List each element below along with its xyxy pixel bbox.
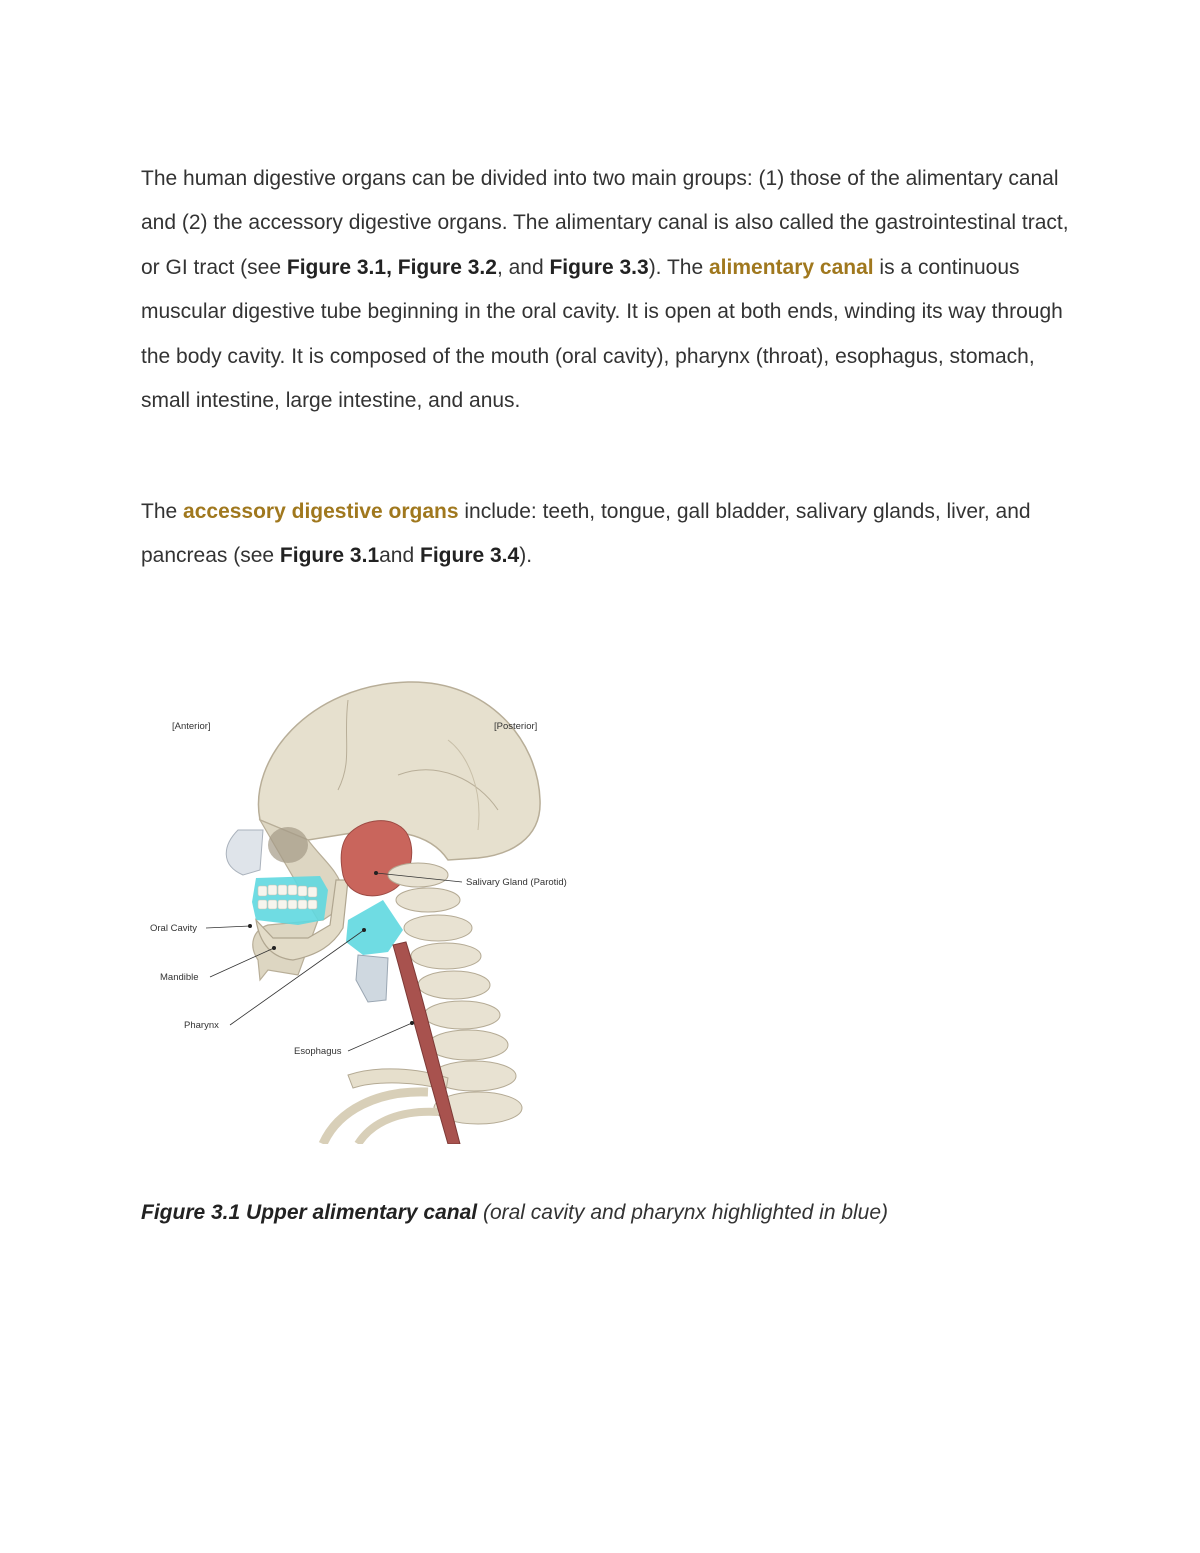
label-esophagus: Esophagus <box>294 1046 342 1057</box>
larynx <box>356 955 388 1002</box>
eye-socket <box>268 827 308 863</box>
paragraph-text: and <box>379 544 420 568</box>
caption-title: Figure 3.1 Upper alimentary canal <box>141 1201 478 1224</box>
label-posterior: [Posterior] <box>494 721 538 732</box>
paragraph-text: is a continuous muscular digestive tube beginning in the oral cavity. It is open at both ends, winding its way through the body cavity. It is composed of the mouth (oral cavity), pharynx (throat), esophagus, stomach, small intestine, large intestine, and anus. <box>141 255 1063 413</box>
skull-neck-illustration <box>148 680 588 1144</box>
figure-reference: Figure 3.4 <box>420 544 520 568</box>
paragraph-text: include: teeth, tongue, gall bladder, salivary glands, liver, and pancreas (see <box>141 500 1031 568</box>
caption-text: (oral cavity and pharynx highlighted in blue) <box>477 1201 889 1224</box>
figure-reference: Figure 3.3 <box>549 255 649 279</box>
paragraph-accessory-organs <box>141 490 1071 579</box>
paragraph-text: The human digestive organs can be divided into two main groups: (1) those of the alimentary canal and (2) the accessory digestive organs. The alimentary canal is also called the gastrointestinal tract, or GI tract (see <box>141 167 1069 279</box>
rib <box>358 1112 438 1144</box>
nasal-cartilage <box>226 830 263 875</box>
figure-reference: Figure 3.1, Figure 3.2 <box>286 255 497 279</box>
label-anterior: [Anterior] <box>172 721 211 732</box>
label-mandible: Mandible <box>160 972 199 983</box>
label-pharynx: Pharynx <box>184 1020 219 1031</box>
label-oral-cavity: Oral Cavity <box>150 923 197 934</box>
rib <box>323 1092 428 1144</box>
paragraph-text: ). The <box>648 255 709 279</box>
highlighted-term: accessory digestive organs <box>183 500 459 523</box>
paragraph-alimentary-canal <box>141 157 1071 423</box>
paragraph-text: The <box>141 500 184 523</box>
paragraph-text: , and <box>496 255 550 279</box>
anatomy-figure <box>148 680 588 1144</box>
label-salivary-gland: Salivary Gland (Parotid) <box>466 877 567 888</box>
figure-reference: Figure 3.1 <box>279 544 380 568</box>
paragraph-text: ). <box>519 544 533 568</box>
highlighted-term: alimentary canal <box>709 255 874 279</box>
figure-caption <box>141 1197 1101 1229</box>
